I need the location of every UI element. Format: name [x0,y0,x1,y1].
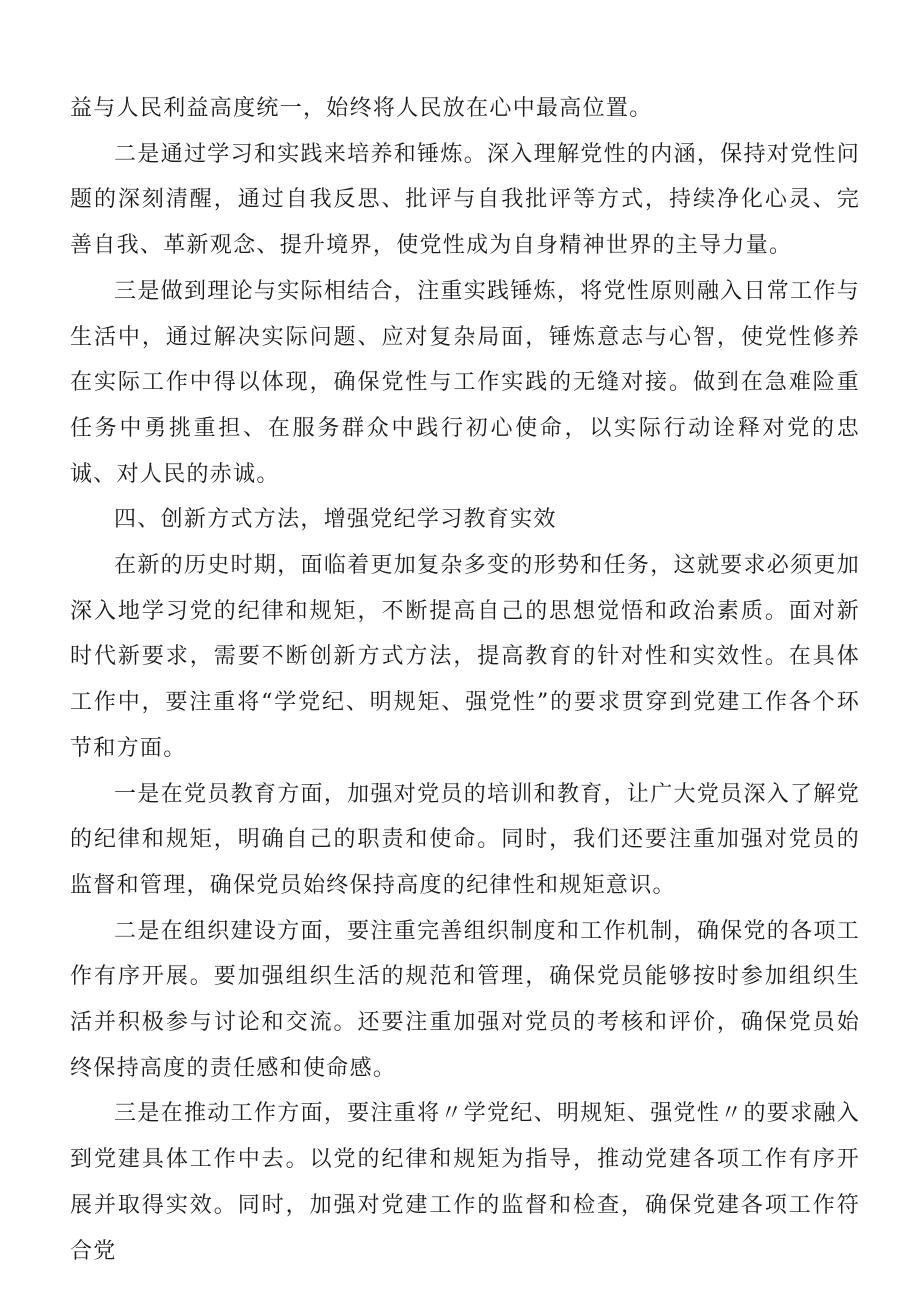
paragraph-2: 二是通过学习和实践来培养和锤炼。深入理解党性的内涵，保持对党性问题的深刻清醒，通过自我反思、批评与自我批评等方式，持续净化心灵、完善自我、革新观念、提升境界，使党性成为自身精神世界的主导力量。 [70,141,860,259]
paragraph-3: 三是做到理论与实际相结合，注重实践锤炼，将党性原则融入日常工作与生活中，通过解决实际问题、应对复杂局面，锤炼意志与心智，使党性修养在实际工作中得以体现，确保党性与工作实践的无缝对接。做到在急难险重任务中勇挑重担、在服务群众中践行初心使命，以实际行动诠释对党的忠诚、对人民的赤诚。 [70,278,860,487]
paragraph-7: 二是在组织建设方面，要注重完善组织制度和工作机制，确保党的各项工作有序开展。要加强组织生活的规范和管理，确保党员能够按时参加组织生活并积极参与讨论和交流。还要注重加强对党员的考核和评价，确保党员始终保持高度的责任感和使命感。 [70,918,860,1081]
paragraph-6: 一是在党员教育方面，加强对党员的培训和教育，让广大党员深入了解党的纪律和规矩，明确自己的职责和使命。同时，我们还要注重加强对党员的监督和管理，确保党员始终保持高度的纪律性和规矩意识。 [70,781,860,898]
paragraph-5: 在新的历史时期，面临着更加复杂多变的形势和任务，这就要求必须更加深入地学习党的纪律和规矩，不断提高自己的思想觉悟和政治素质。面对新时代新要求，需要不断创新方式方法，提高教育的针对性和实效性。在具体工作中，要注重将“学党纪、明规矩、强党性”的要求贯穿到党建工作各个环节和方面。 [70,553,860,761]
paragraph-1: 益与人民利益高度统一，始终将人民放在心中最高位置。 [70,96,653,121]
section-heading-4: 四、创新方式方法，增强党纪学习教育实效 [114,507,557,533]
paragraph-8: 三是在推动工作方面，要注重将〃学党纪、明规矩、强党性〃的要求融入到党建具体工作中去。以党的纪律和规矩为指导，推动党建各项工作有序开展并取得实效。同时，加强对党建工作的监督和检查，确保党建各项工作符合党 [70,1101,860,1264]
document-body [70,86,860,1274]
